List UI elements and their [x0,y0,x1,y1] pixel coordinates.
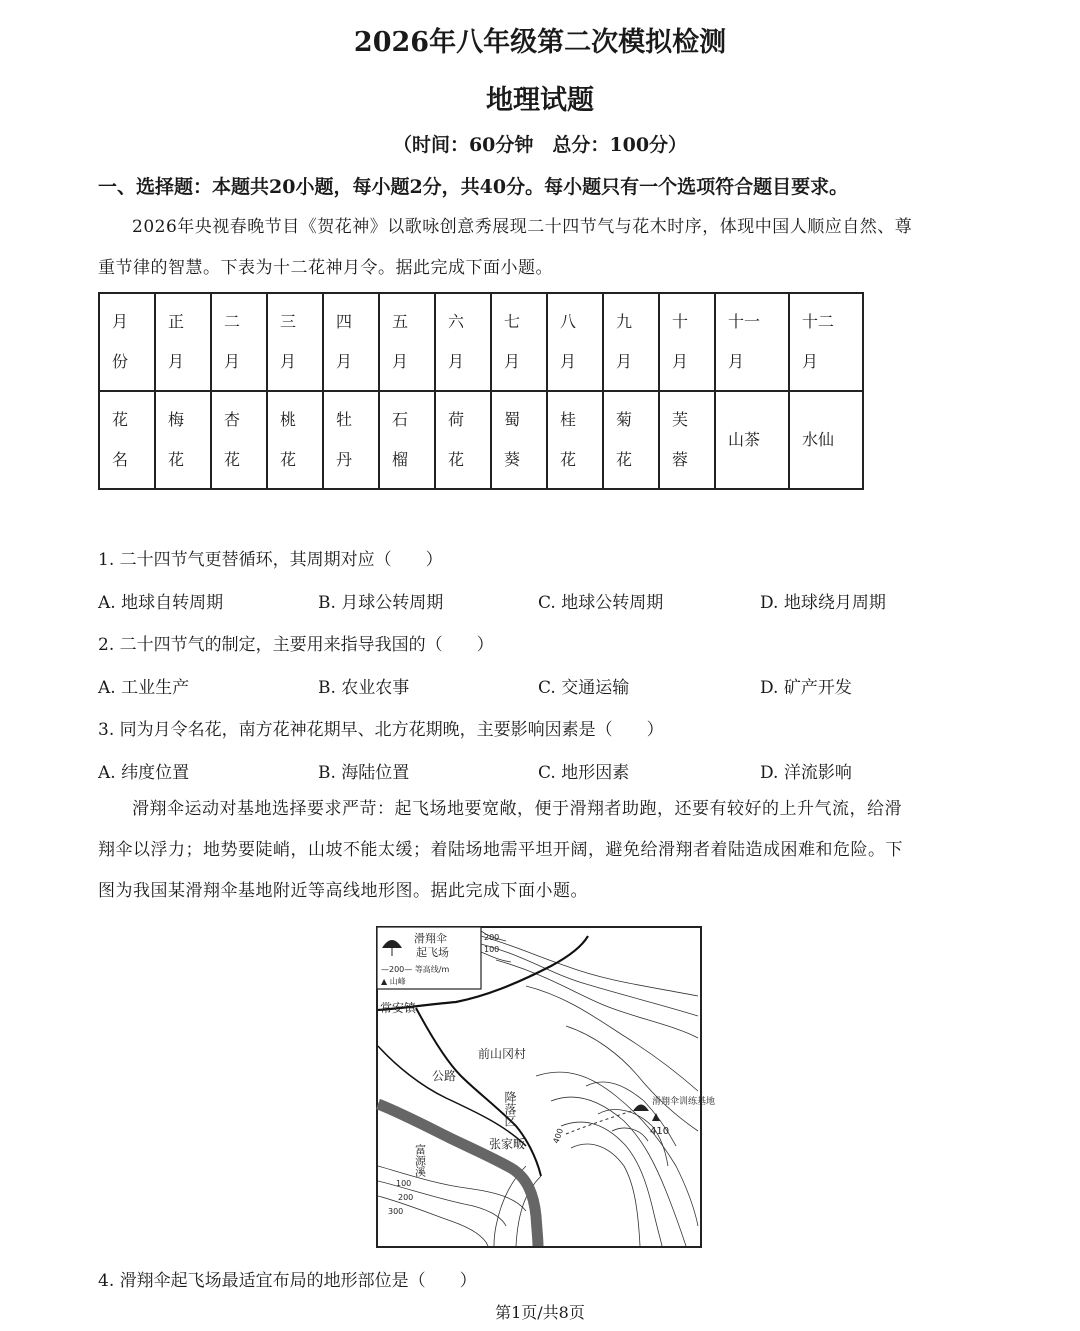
intro-paragraph-2 [98,789,988,912]
table-cell: 六月 [435,293,491,391]
table-cell: 荷花 [435,391,491,489]
intro-line: 2026年央视春晚节目《贺花神》以歌咏创意秀展现二十四节气与花木时序，体现中国人顺应自然、尊 [132,217,913,237]
question-2-stem: 2. 二十四节气的制定，主要用来指导我国的（ ） [98,635,494,655]
map-label-river: 富源溪 [413,1144,427,1177]
table-cell: 五月 [379,293,435,391]
table-cell: 四月 [323,293,379,391]
question-1-option-d[interactable]: D. 地球绕月周期 [760,593,886,613]
table-cell: 二月 [211,293,267,391]
legend-label: 滑翔伞 [414,932,447,945]
table-row-months [99,293,863,391]
table-cell: 牡丹 [323,391,379,489]
table-cell: 杏花 [211,391,267,489]
legend-contour: —200— 等高线/m [381,965,450,974]
intro-line: 翔伞以浮力；地势要陡峭，山坡不能太缓；着陆场地需平坦开阔，避免给滑翔者着陆造成困难和危险。下 [98,840,903,860]
question-2-option-a[interactable]: A. 工业生产 [98,678,190,698]
exam-meta: （时间：60分钟 总分：100分） [392,134,688,156]
table-cell: 水仙 [789,391,863,489]
map-label-village: 前山冈村 [478,1047,527,1061]
table-cell: 石榴 [379,391,435,489]
table-header-cell: 月份 [99,293,155,391]
contour-value: 100 [484,945,500,954]
question-4-stem: 4. 滑翔伞起飞场最适宜布局的地形部位是（ ） [98,1271,477,1291]
table-cell: 九月 [603,293,659,391]
legend-label: 起飞场 [416,946,449,959]
flower-month-table [98,292,864,490]
table-cell: 十二月 [789,293,863,391]
table-cell: 蜀葵 [491,391,547,489]
intro-line: 滑翔伞运动对基地选择要求严苛：起飞场地要宽敞，便于滑翔者助跑，还要有较好的上升气流，给滑 [132,799,902,819]
map-label-base: 滑翔伞训练基地 [652,1097,716,1107]
section-heading: 一、选择题：本题共20小题，每小题2分，共40分。每小题只有一个选项符合题目要求。 [98,176,849,198]
table-cell: 七月 [491,293,547,391]
table-header-cell: 花名 [99,391,155,489]
question-3-option-c[interactable]: C. 地形因素 [538,763,630,783]
table-cell: 菊花 [603,391,659,489]
map-label-slope: 张家畈 [489,1137,526,1151]
map-label-town: 常安镇 [380,1001,417,1015]
table-cell: 正月 [155,293,211,391]
map-label-landing: 降落区 [503,1091,517,1127]
question-2-option-c[interactable]: C. 交通运输 [538,678,630,698]
exam-title: 2026年八年级第二次模拟检测 [353,27,727,58]
question-3-option-d[interactable]: D. 洋流影响 [760,763,852,783]
question-1-option-a[interactable]: A. 地球自转周期 [98,593,224,613]
contour-value: 200 [398,1193,414,1202]
question-2-option-d[interactable]: D. 矿产开发 [760,678,852,698]
contour-value: 200 [484,933,500,942]
table-cell: 桃花 [267,391,323,489]
page-footer: 第1页/共8页 [495,1303,585,1322]
table-cell: 山茶 [715,391,789,489]
question-1-option-b[interactable]: B. 月球公转周期 [318,593,444,613]
question-1-option-c[interactable]: C. 地球公转周期 [538,593,664,613]
table-cell: 十月 [659,293,715,391]
question-3-option-b[interactable]: B. 海陆位置 [318,763,410,783]
table-cell: 八月 [547,293,603,391]
contour-value: 100 [396,1179,412,1188]
question-3-stem: 3. 同为月令名花，南方花神花期早、北方花期晚，主要影响因素是（ ） [98,720,664,740]
map-label-peak-height: 410 [650,1126,670,1137]
table-cell: 梅花 [155,391,211,489]
contour-value: 300 [388,1207,404,1216]
intro-paragraph-1 [98,207,988,289]
intro-line: 重节律的智慧。下表为十二花神月令。据此完成下面小题。 [98,258,553,278]
question-2-option-b[interactable]: B. 农业农事 [318,678,410,698]
question-3-option-a[interactable]: A. 纬度位置 [98,763,190,783]
question-1-stem: 1. 二十四节气更替循环，其周期对应（ ） [98,550,443,570]
intro-line: 图为我国某滑翔伞基地附近等高线地形图。据此完成下面小题。 [98,881,588,901]
subject-title: 地理试题 [486,85,594,116]
table-cell: 十一月 [715,293,789,391]
table-cell: 三月 [267,293,323,391]
contour-value: 400 [551,1127,566,1145]
legend-peak: ▲ 山峰 [381,977,406,986]
table-cell: 芙蓉 [659,391,715,489]
map-label-road: 公路 [432,1069,457,1083]
contour-map [376,926,716,1248]
table-row-flowers [99,391,863,489]
table-cell: 桂花 [547,391,603,489]
